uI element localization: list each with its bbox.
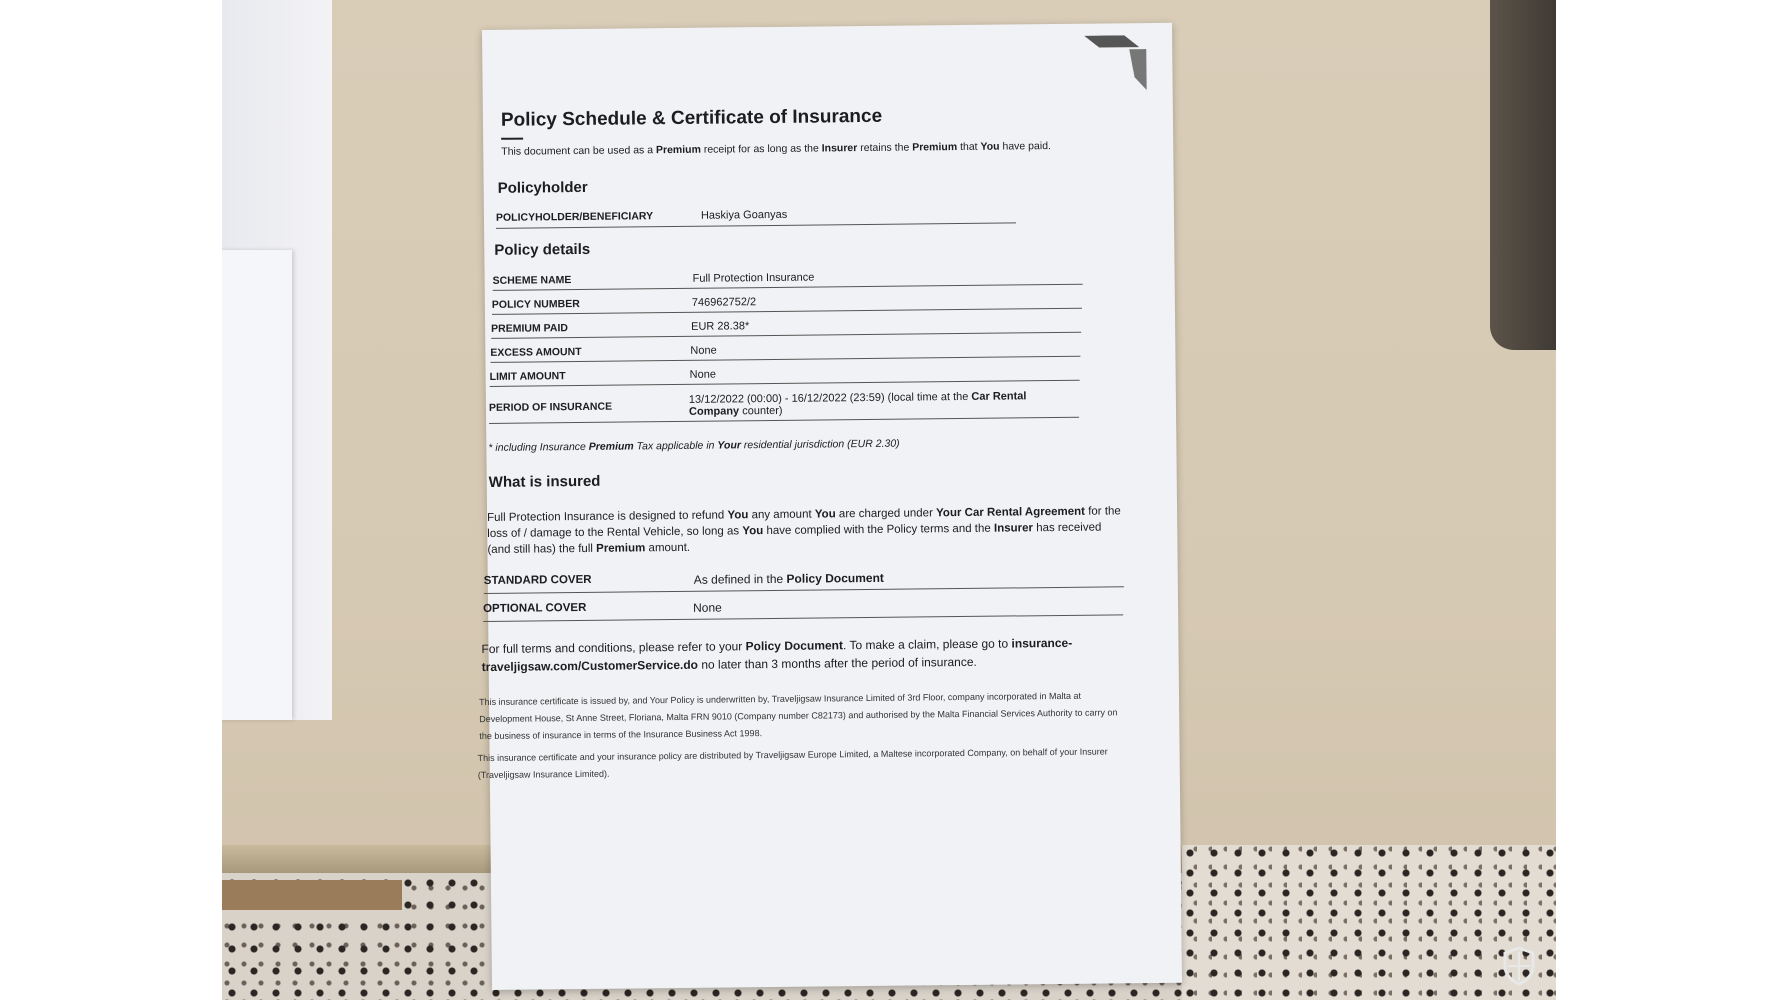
page-title: Policy Schedule & Certificate of Insurance: [500, 105, 883, 131]
row-value: Haskiya Goanyas: [700, 208, 788, 222]
policyholder-row: [496, 206, 1016, 228]
policy-row: [490, 341, 1080, 363]
row-label: PERIOD OF INSURANCE: [488, 400, 613, 414]
fine-print-distributor: This insurance certificate and your insurance policy are distributed by Traveljigsaw Europe Limited, a Maltese incorporated Company, on behalf of your Insurer (Traveljigsaw Insurance Limited).: [477, 746, 1108, 781]
row-value: None: [690, 344, 717, 357]
row-label: STANDARD COVER: [483, 573, 592, 588]
period-row: [489, 390, 1079, 424]
row-label: SCHEME NAME: [492, 274, 572, 287]
optional-cover-row: [483, 596, 1123, 622]
policy-row: [490, 365, 1080, 387]
row-value: 13/12/2022 (00:00) - 16/12/2022 (23:59) (local time at the Car Rental Company counter): [688, 390, 1027, 418]
title-underline: [501, 138, 523, 140]
row-label: EXCESS AMOUNT: [490, 345, 582, 359]
intro-text: This document can be used as a Premium receipt for as long as the Insurer retains the Premium that You have paid.: [501, 140, 1051, 158]
row-value: None: [689, 368, 716, 381]
standard-cover-row: [484, 568, 1124, 594]
dark-object: [1490, 0, 1556, 350]
policy-row: [492, 293, 1082, 315]
shield-icon: [1502, 946, 1536, 986]
policy-row: [493, 269, 1083, 291]
row-value: Full Protection Insurance: [692, 271, 815, 285]
row-label: OPTIONAL COVER: [483, 601, 587, 616]
fine-print-issuer: This insurance certificate is issued by, and Your Policy is underwritten by, Traveljigsaw Insurance Limited of 3rd Floor, company incorporated in Malta at Development House, St Anne Street, Floriana, Malta FRN 9010 (Company number C82173) and authorised by the Malta Financial Services Authority to carry on the business of insurance in terms of the Insurance Business Act 1998.: [478, 690, 1118, 742]
paper-sheet-left: [222, 250, 292, 720]
policy-row: [491, 317, 1081, 339]
claim-link: insurance-traveljigsaw.com/CustomerService.do: [481, 635, 1073, 675]
tax-note: * including Insurance Premium Tax applicable in Your residential jurisdiction (EUR 2.30): [488, 437, 900, 454]
insurance-certificate: [477, 23, 1182, 990]
row-value: 746962752/2: [691, 296, 757, 309]
row-label: LIMIT AMOUNT: [489, 370, 566, 383]
row-value: None: [692, 600, 722, 615]
policyholder-heading: Policyholder: [497, 178, 588, 197]
what-insured-heading: What is insured: [488, 472, 601, 491]
row-value: EUR 28.38*: [691, 320, 750, 333]
row-value: As defined in the Policy Document: [693, 570, 884, 587]
policy-details-heading: Policy details: [494, 240, 591, 259]
cardboard-edge: [222, 880, 402, 910]
row-label: PREMIUM PAID: [491, 322, 569, 335]
terrazzo-floor-right: [1182, 845, 1556, 1000]
terms-text: For full terms and conditions, please refer to your Policy Document. To make a claim, please go to insurance-traveljigsaw.com/CustomerService.do no later than 3 months after the period of insurance.: [481, 635, 1073, 675]
row-label: POLICY NUMBER: [491, 297, 580, 311]
photo-background: [222, 0, 1556, 1000]
what-insured-text: Full Protection Insurance is designed to refund You any amount You are charged under Your Car Rental Agreement for the loss of / damage to the Rental Vehicle, so long as You have complied with the Policy terms and the Insurer has received (and still has) the full Premium amount.: [487, 505, 1121, 556]
corner-logo-icon: [1084, 35, 1155, 96]
row-label: POLICYHOLDER/BENEFICIARY: [495, 210, 654, 224]
